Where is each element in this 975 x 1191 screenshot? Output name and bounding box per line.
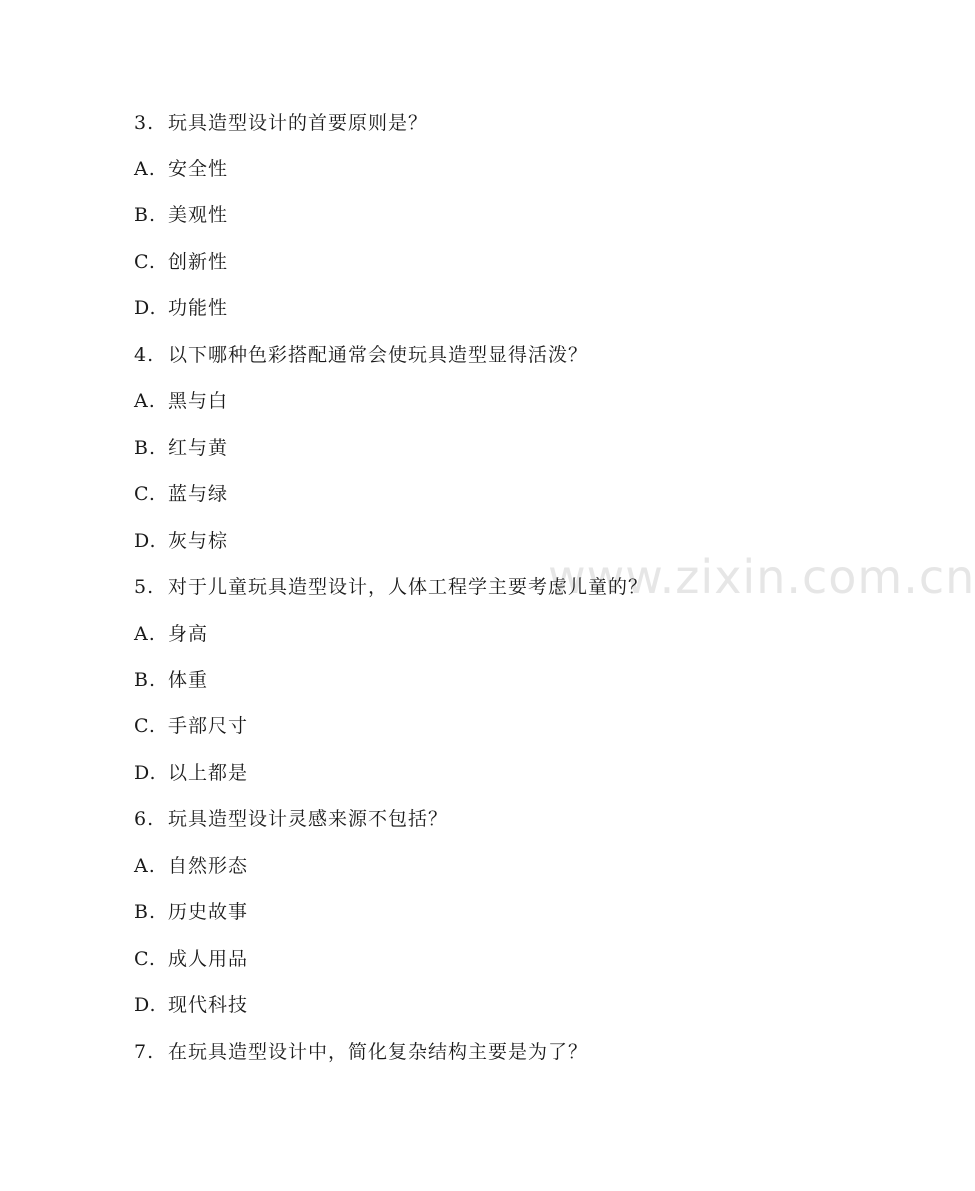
option-3c: [134, 250, 228, 274]
option-label: D.: [134, 762, 157, 784]
option-text: 现代科技: [168, 994, 249, 1016]
option-label: B.: [134, 437, 157, 459]
question-number: 7.: [134, 1041, 155, 1063]
option-label: D.: [134, 994, 157, 1016]
option-label: B.: [134, 204, 157, 226]
option-label: A.: [134, 623, 156, 645]
option-label: D.: [134, 530, 157, 552]
option-6d: [134, 993, 248, 1017]
question-number: 5.: [134, 576, 155, 598]
question-text: 以下哪种色彩搭配通常会使玩具造型显得活泼？: [168, 344, 589, 366]
option-3d: [134, 296, 228, 320]
option-text: 体重: [168, 669, 209, 691]
option-text: 红与黄: [168, 437, 229, 459]
option-text: 以上都是: [168, 762, 249, 784]
option-text: 成人用品: [168, 948, 249, 970]
question-number: 6.: [134, 808, 155, 830]
option-4c: [134, 482, 228, 506]
option-text: 身高: [168, 623, 209, 645]
option-label: C.: [134, 251, 156, 273]
option-label: A.: [134, 855, 156, 877]
option-text: 自然形态: [168, 855, 249, 877]
option-label: A.: [134, 158, 156, 180]
option-text: 手部尺寸: [168, 715, 249, 737]
question-text: 玩具造型设计灵感来源不包括？: [168, 808, 449, 830]
watermark: www.zixin.com.cn: [548, 550, 975, 604]
question-7: [134, 1040, 588, 1064]
question-number: 3.: [134, 112, 155, 134]
option-text: 蓝与绿: [168, 483, 229, 505]
option-5c: [134, 714, 248, 738]
option-label: D.: [134, 297, 157, 319]
option-3a: [134, 157, 228, 181]
option-text: 灰与棕: [168, 530, 229, 552]
option-5b: [134, 668, 208, 692]
question-3: [134, 111, 428, 135]
question-text: 对于儿童玩具造型设计，人体工程学主要考虑儿童的？: [168, 576, 649, 598]
option-6c: [134, 947, 248, 971]
question-text: 玩具造型设计的首要原则是？: [168, 112, 429, 134]
option-text: 黑与白: [168, 390, 229, 412]
option-5a: [134, 622, 208, 646]
option-5d: [134, 761, 248, 785]
option-text: 功能性: [168, 297, 229, 319]
option-label: B.: [134, 669, 157, 691]
option-text: 安全性: [168, 158, 229, 180]
question-5: [134, 575, 648, 599]
option-text: 创新性: [168, 251, 229, 273]
option-text: 美观性: [168, 204, 229, 226]
option-4d: [134, 529, 228, 553]
option-label: A.: [134, 390, 156, 412]
option-4a: [134, 389, 228, 413]
option-6a: [134, 854, 248, 878]
question-6: [134, 807, 448, 831]
option-label: C.: [134, 948, 156, 970]
option-text: 历史故事: [168, 901, 249, 923]
option-label: C.: [134, 483, 156, 505]
question-4: [134, 343, 588, 367]
question-number: 4.: [134, 344, 155, 366]
option-4b: [134, 436, 228, 460]
option-6b: [134, 900, 248, 924]
option-label: B.: [134, 901, 157, 923]
option-label: C.: [134, 715, 156, 737]
option-3b: [134, 203, 228, 227]
question-text: 在玩具造型设计中，简化复杂结构主要是为了？: [168, 1041, 589, 1063]
